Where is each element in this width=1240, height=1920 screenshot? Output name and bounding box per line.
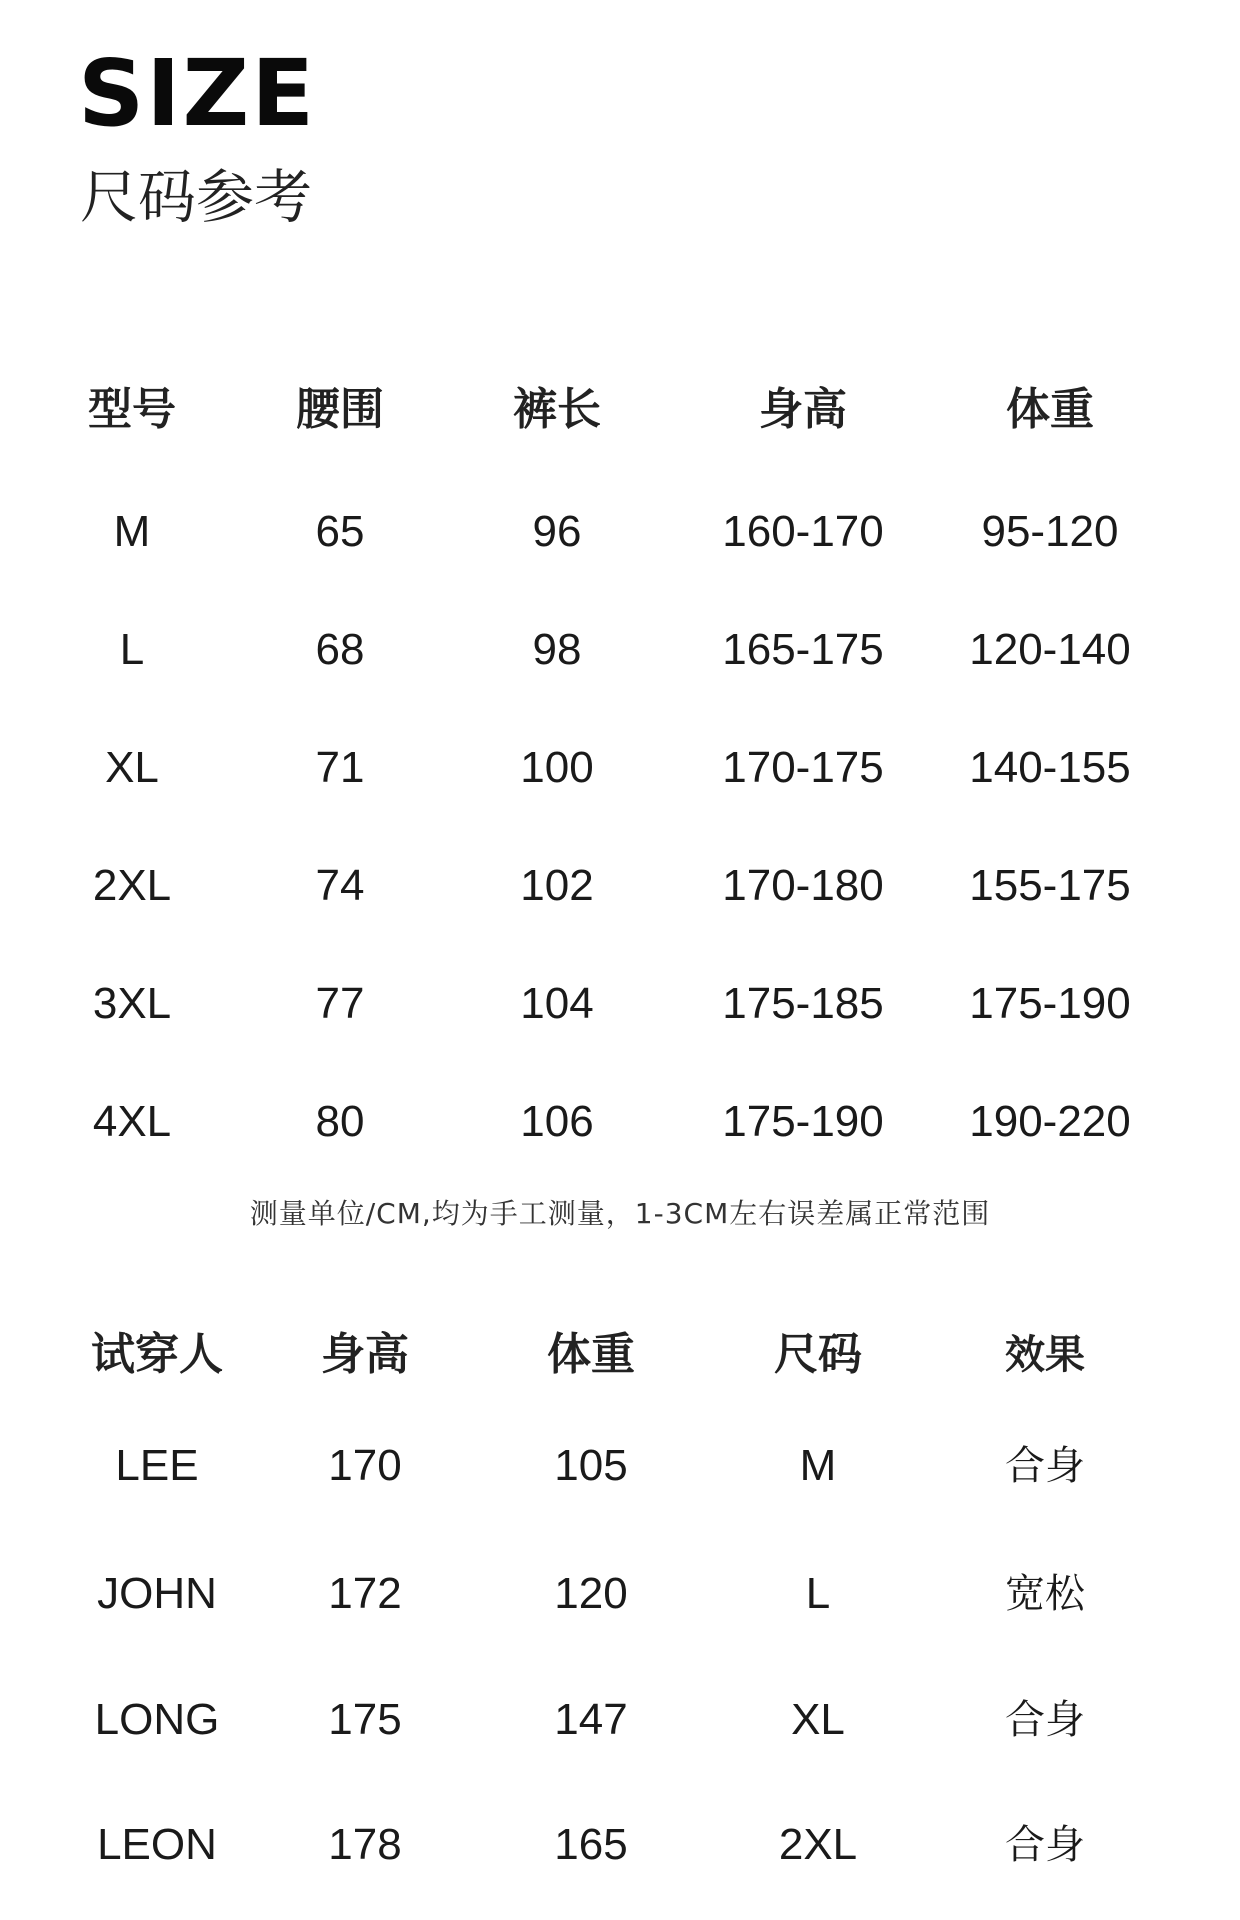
effect-cell: 宽松 xyxy=(1005,1571,1085,1617)
length-cell: 98 xyxy=(532,625,582,674)
length-cell: 104 xyxy=(520,979,594,1028)
header-height: 身高 xyxy=(321,1329,409,1380)
table-row xyxy=(0,620,1240,680)
length-cell: 106 xyxy=(520,1097,594,1146)
size-cell: XL xyxy=(105,743,159,792)
weight-cell: 95-120 xyxy=(981,507,1119,556)
page-title: SIZE xyxy=(78,40,317,147)
weight-cell: 165 xyxy=(554,1820,628,1869)
effect-cell: 合身 xyxy=(1005,1822,1085,1868)
size-cell: M xyxy=(799,1441,837,1490)
table-row xyxy=(0,1564,1240,1624)
size-cell: 2XL xyxy=(778,1820,858,1869)
weight-cell: 120 xyxy=(554,1569,628,1618)
table-row xyxy=(0,1436,1240,1496)
header-model: 型号 xyxy=(88,384,176,435)
waist-cell: 80 xyxy=(315,1097,365,1146)
weight-cell: 175-190 xyxy=(969,979,1131,1028)
measurement-note: 测量单位/CM,均为手工测量，1-3CM左右误差属正常范围 xyxy=(249,1197,991,1230)
height-cell: 170-180 xyxy=(722,861,884,910)
table-row xyxy=(0,1092,1240,1152)
waist-cell: 77 xyxy=(315,979,365,1028)
waist-cell: 65 xyxy=(315,507,365,556)
height-cell: 170-175 xyxy=(722,743,884,792)
weight-cell: 140-155 xyxy=(969,743,1131,792)
height-cell: 175 xyxy=(328,1695,402,1744)
effect-cell: 合身 xyxy=(1005,1443,1085,1489)
page-subtitle: 尺码参考 xyxy=(80,163,313,231)
height-cell: 170 xyxy=(328,1441,402,1490)
height-cell: 178 xyxy=(328,1820,402,1869)
effect-cell: 合身 xyxy=(1005,1697,1085,1743)
height-cell: 175-190 xyxy=(722,1097,884,1146)
tester-cell: LONG xyxy=(94,1695,220,1744)
waist-cell: 68 xyxy=(315,625,365,674)
weight-cell: 155-175 xyxy=(969,861,1131,910)
tester-cell: JOHN xyxy=(97,1569,217,1618)
header-height: 身高 xyxy=(759,384,847,435)
header-weight: 体重 xyxy=(547,1329,635,1380)
weight-cell: 105 xyxy=(554,1441,628,1490)
table-row xyxy=(0,1690,1240,1750)
size-table-header xyxy=(0,380,1240,440)
size-cell: 2XL xyxy=(92,861,172,910)
size-cell: 3XL xyxy=(92,979,172,1028)
size-cell: 4XL xyxy=(92,1097,172,1146)
size-cell: M xyxy=(113,507,151,556)
table-row xyxy=(0,738,1240,798)
weight-cell: 120-140 xyxy=(969,625,1131,674)
header-weight: 体重 xyxy=(1006,384,1094,435)
waist-cell: 74 xyxy=(315,861,365,910)
table-row xyxy=(0,1815,1240,1875)
header-waist: 腰围 xyxy=(296,384,384,435)
tester-cell: LEE xyxy=(115,1441,199,1490)
tester-cell: LEON xyxy=(97,1820,217,1869)
header-size: 尺码 xyxy=(774,1329,862,1380)
size-cell: L xyxy=(119,625,145,674)
header-effect: 效果 xyxy=(1005,1332,1085,1378)
height-cell: 172 xyxy=(328,1569,402,1618)
weight-cell: 190-220 xyxy=(969,1097,1131,1146)
header-pants-length: 裤长 xyxy=(513,384,601,435)
length-cell: 102 xyxy=(520,861,594,910)
height-cell: 160-170 xyxy=(722,507,884,556)
length-cell: 100 xyxy=(520,743,594,792)
size-cell: XL xyxy=(791,1695,845,1744)
table-row xyxy=(0,856,1240,916)
size-cell: L xyxy=(805,1569,831,1618)
length-cell: 96 xyxy=(532,507,582,556)
weight-cell: 147 xyxy=(554,1695,628,1744)
height-cell: 175-185 xyxy=(722,979,884,1028)
header-tester: 试穿人 xyxy=(91,1329,223,1380)
height-cell: 165-175 xyxy=(722,625,884,674)
table-row xyxy=(0,974,1240,1034)
tryon-table-header xyxy=(0,1325,1240,1385)
table-row xyxy=(0,502,1240,562)
waist-cell: 71 xyxy=(315,743,365,792)
